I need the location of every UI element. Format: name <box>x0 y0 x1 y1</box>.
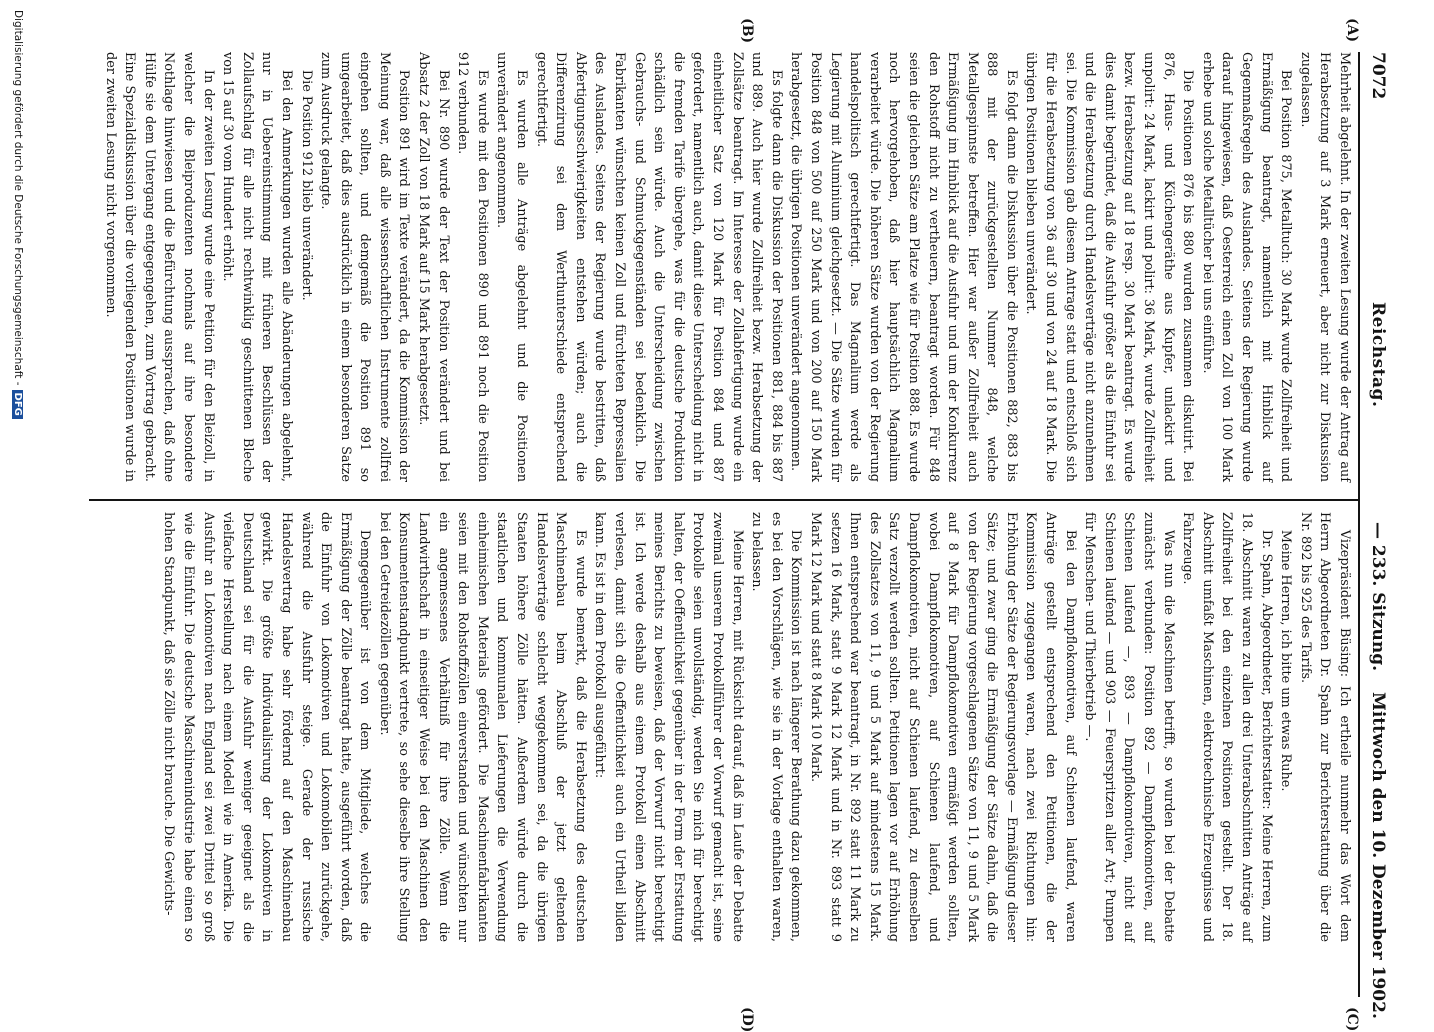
paragraph: Meine Herren, ich bitte um etwas Ruhe. <box>1278 529 1294 792</box>
page-number: 7072 <box>1368 52 1388 100</box>
rotated-document-page <box>80 18 1390 1032</box>
paragraph: Demgegenüber ist von dem Mitgliede, welches die Ermäßigung der Zölle beantragt hatte, ausgeführt worden, daß die Einfuhr von Lokomotiven und Lokomobilen zurückgehe, während die Ausfuhr steige. Gerade der russische Handelsvertrag habe sehr fördernd auf den Maschinenbau gewirkt. Die größte Individualisirung der Lokomotiven in Deutschland sei für die Ausfuhr weniger geeignet als die vielfache Herstellung nach einem Modell wie in Amerika. Die Ausfuhr an Lokomotiven nach England sei zwei Drittel so groß wie die Einfuhr. Die deutsche Maschinenindustrie habe einen so hohen Standpunkt, daß sie Zölle nicht brauche. Die Gewichts- <box>161 512 373 942</box>
paragraph: Position 891 wird im Texte verändert, da die Kommission der Meinung war, daß alle wissenschaftlichen Instrumente zollfrei eingehen sollten, und demgemäß die Position 891 so umgearbeitet, daß dies ausdrücklich in einem besonderen Satze zum Ausdruck gelangte. <box>318 52 412 482</box>
paragraph: In der zweiten Lesung wurde eine Petition für den Bleizoll, in welcher die Bleiproduzenten nochmals auf ihre besondere Nothlage hinwiesen und die Befürchtung aussprachen, daß ohne Hülfe sie dem Untergang entgegengehen, zum Vortrag gebracht. Eine Spezialdiskussion über die vorliegenden Positionen wurde in der zweiten Lesung nicht vorgenommen. <box>102 52 216 482</box>
dfg-logo: DFG <box>12 390 23 419</box>
paragraph: Bei Position 875, Metalltuch: 30 Mark wurde Zollfreiheit und Ermäßigung beantragt, namentlich mit Hinblick auf Gegenmaßregeln des Auslandes. Seitens der Regierung wurde darauf hingewiesen, daß Oesterreich einen Zoll von 100 Mark erhebe und solche Metalltücher bei uns einführe. <box>1199 52 1294 482</box>
paragraph: Was nun die Maschinen betrifft, so wurden bei der Debatte zunächst verbunden: Position 892 — Dampflokomotiven, auf Schienen laufend —, 893 — Dampflokomotiven, nicht auf Schienen laufend — und 903 — Feuerspritzen aller Art; Pumpen für Menschen- und Thierbetrieb —. <box>1082 512 1176 942</box>
paragraph: Bei den Dampflokomotiven, auf Schienen laufend, waren Anträge gestellt entsprechend den Petitionen, die der Kommission zugegangen waren, nach zwei Richtungen hin: Erhöhung der Sätze der Regierungsvorlage — Ermäßigung dieser Sätze; und zwar ging die Ermäßigung der Sätze dahin, daß die von der Regierung vorgeschlagenen Sätze von 11, 9 und 5 Mark auf 8 Mark für Dampflokomotiven ermäßigt werden sollten, wobei Dampflokomotiven, auf Schienen laufend, und Dampflokomotiven, nicht auf Schienen laufend, zu demselben Satz verzollt werden sollten. Petitionen lagen vor auf Erhöhung des Zollsatzes von 11, 9 und 5 Mark auf mindestens 15 Mark. Ihnen entsprechend war beantragt, in Nr. 892 statt 11 Mark zu setzen 16 Mark, statt 9 Mark 12 Mark und in Nr. 893 statt 9 Mark 12 Mark und statt 8 Mark 10 Mark. <box>807 512 1078 942</box>
paragraph: Meine Herren, mit Rücksicht darauf, daß im Laufe der Debatte zweimal unserem Protokollführer der Vorwurf gemacht ist, seine Protokolle seien unvollständig, werden Sie mich für berechtigt halten, der Oeffentlichkeit gegenüber in der Form der Erstattung meines Berichts zu beweisen, daß der Vorwurf nicht berechtigt ist. Ich werde deshalb aus einem Protokoll einen Abschnitt verlesen, damit sich die Oeffentlichkeit auch ein Urtheil bilden kann. Es ist in dem Protokoll ausgeführt: <box>592 512 745 942</box>
header-session: — 233. Sitzung. <box>1368 522 1388 672</box>
paragraph: Es wurde mit den Positionen 890 und 891 noch die Position 912 verbunden. <box>455 52 490 482</box>
paragraph: Die Kommission ist nach längerer Berathung dazu gekommen, es bei den Vorschlägen, wie sie in der Vorlage enthalten waren, zu belassen. <box>749 512 804 942</box>
footer-text: Digitalisierung gefördert durch die Deutsche Forschungsgemeinschaft - <box>12 10 24 386</box>
paragraph: Dr. Spahn, Abgeordneter, Berichterstatter: Meine Herren, zum 18. Abschnitt waren zu allen drei Unterabschnitten Anträge auf Zollfreiheit bei den einzelnen Positionen gestellt. Der 18. Abschnitt umfaßt Maschinen, elektrotechnische Erzeugnisse und Fahrzeuge. <box>1180 512 1274 942</box>
margin-marker-d: (D) <box>739 1007 755 1032</box>
paragraph: Die Positionen 876 bis 880 wurden zusammen diskutirt. Bei 876, Haus- und Küchengeräthe aus Kupfer, unlackirt und unpolirt: 24 Mark, lackirt und polirt: 36 Mark, wurde Zollfreiheit bezw. Herabsetzung auf 18 resp. 30 Mark beantragt. Es wurde dies damit begründet, daß die Ausfuhr größer als die Einfuhr sei und die Herabsetzung durch Handelsverträge nicht anzunehmen sei. Die Kommission gab diesem Antrage statt und entschloß sich für die Herabsetzung von 36 auf 30 und von 24 auf 18 Mark. Die übrigen Positionen blieben unverändert. <box>1023 52 1196 482</box>
paragraph: Vizepräsident Büsing: Ich ertheile nunmehr das Wort dem Herrn Abgeordneten Dr. Spahn zur Berichterstattung über die Nr. 892 bis 925 des Tarifs. <box>1297 512 1352 942</box>
digitization-footer <box>6 10 24 1010</box>
paragraph: Es folgt dann die Diskussion über die Positionen 882, 883 bis 888 mit der zurückgestellten Nummer 848, welche Metallgespinnste betreffen. Hier war außer Zollfreiheit auch Ermäßigung im Hinblick auf die Ausfuhr und um der Konkurrenz den Rohstoff nicht zu vertheuern, beantragt worden. Für 848 seien die gleichen Sätze am Platze wie für Position 888. Es wurde noch hervorgehoben, daß hier hauptsächlich Magnalium verarbeitet würde. Die höheren Sätze wurden von der Regierung handelspolitisch gerechtfertigt. Das Magnalium werde als Legierung mit Aluminium gleichgesetzt. — Die Sätze wurden für Position 848 von 500 auf 250 Mark und von 200 auf 150 Mark herabgesetzt, die übrigen Positionen unverändert angenommen. <box>788 52 1019 482</box>
paragraph: Es wurde bemerkt, daß die Herabsetzung des deutschen Maschinenbau beim Abschluß der jetzt geltenden Handelsverträge schlecht weggekommen sei, da die übrigen Staaten höhere Zölle hätten. Außerdem würde durch die staatlichen und kommunalen Lieferungen die Verwendung einheimischen Materials gefördert. Die Maschinenfabrikanten seien mit den Rohstoffzöllen einverstanden und wünschten nur ein angemessenes Verhältniß für ihre Zölle. Wenn die Landwirthschaft in einseitiger Weise bei den Maschinen den Konsumentenstandpunkt vertrete, so sehe dieselbe ihre Stellung bei den Getreidezöllen gegenüber. <box>376 512 588 942</box>
paragraph: Mehrheit abgelehnt. In der zweiten Lesung wurde der Antrag auf Herabsetzung auf 3 Mark erneuert, aber nicht zur Diskussion zugelassen. <box>1297 52 1352 482</box>
paragraph: Bei den Anmerkungen wurden alle Abänderungen abgelehnt, nur in Uebereinstimmung mit früheren Beschlüssen der Zollaufschlag für alle nicht rechtwinklig geschnittenen Bleche von 15 auf 30 vom Hundert erhöht. <box>220 52 294 482</box>
column-divider <box>89 499 1359 501</box>
paragraph: Bei Nr. 890 wurde der Text der Position verändert und bei Absatz 2 der Zoll von 18 Mark auf 15 Mark herabgesetzt. <box>416 52 451 482</box>
left-text-column <box>100 52 1354 482</box>
margin-marker-c: (C) <box>1344 1007 1360 1032</box>
paragraph: Es wurden alle Anträge abgelehnt und die Positionen unverändert angenommen. <box>494 52 530 482</box>
header-rule <box>1358 52 1360 997</box>
header-date: Mittwoch den 10. Dezember 1902. <box>1368 692 1388 1019</box>
header-title: Reichstag. <box>1368 302 1388 408</box>
paragraph: Die Position 912 blieb unverändert. <box>298 69 314 301</box>
right-text-column <box>159 512 1354 942</box>
page-header <box>1360 52 1390 1019</box>
margin-marker-a: (A) <box>1344 18 1360 43</box>
margin-marker-b: (B) <box>739 18 755 44</box>
paragraph: Es folgte dann die Diskussion der Positionen 881, 884 bis 887 und 889. Auch hier wurde Zollfreiheit bezw. Herabsetzung der Zollsätze beantragt. Im Interesse der Zollabfertigung wurde ein einheitlicher Satz von 120 Mark für Position 884 und 887 gefordert, namentlich auch, damit diese Unterscheidung nicht in die fremden Tarife übergehe, was für die deutsche Produktion schädlich sein würde. Auch die Unterscheidung zwischen Gebrauchs- und Schmuckgegenständen sei bedenklich. Die Fabrikanten wünschten keinen Zoll und fürchteten Repressalien des Auslandes. Seitens der Regierung wurde bestritten, daß Abfertigungsschwierigkeiten entstehen würden; auch die Differenzirung sei dem Werthunterschiede entsprechend gerechtfertigt. <box>533 52 784 482</box>
